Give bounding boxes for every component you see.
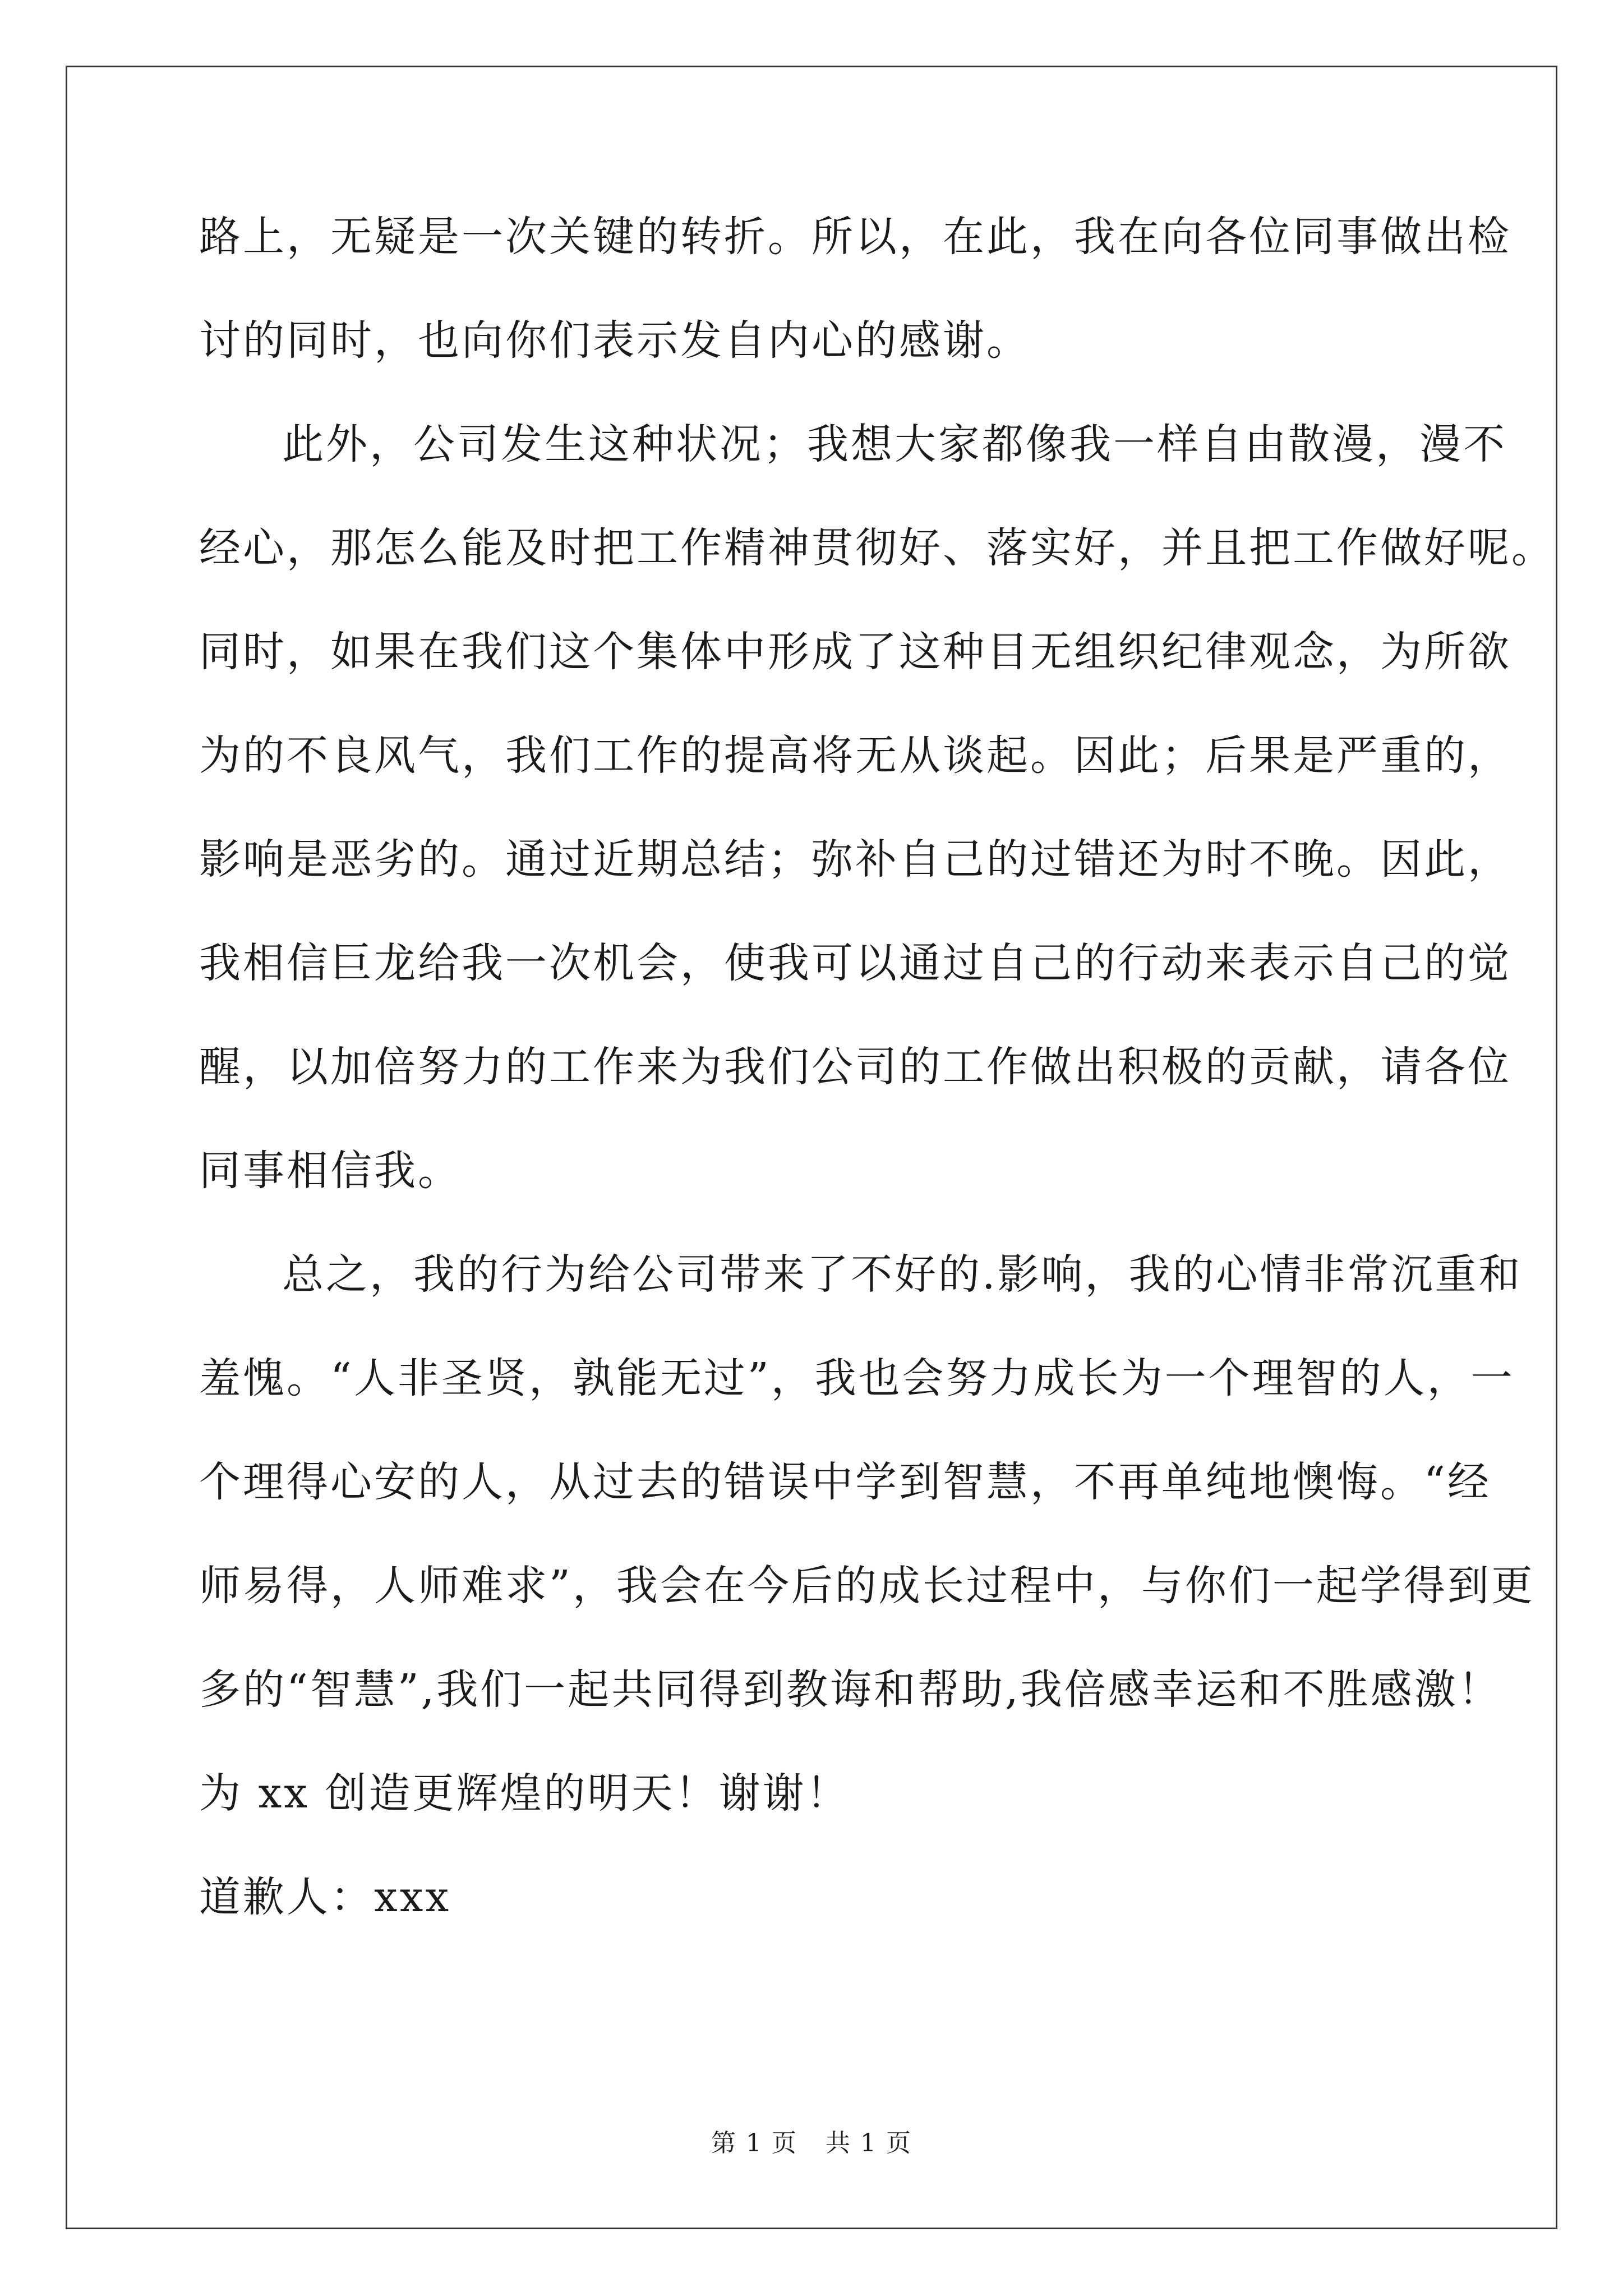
paragraph-line: 同事相信我。: [199, 1147, 462, 1195]
paragraph-line: 影响是恶劣的。通过近期总结；弥补自己的过错还为时不晚。因此，: [199, 835, 1511, 884]
paragraph-line: 羞愧。“人非圣贤，孰能无过”，我也会努力成长为一个理智的人，一: [199, 1354, 1515, 1402]
paragraph-line: 醒，以加倍努力的工作来为我们公司的工作做出积极的贡献，请各位: [199, 1043, 1511, 1091]
page-footer: [0, 2130, 1623, 2157]
page-total: 共 1 页: [826, 2129, 912, 2157]
paragraph-line: 路上，无疑是一次关键的转折。所以，在此，我在向各位同事做出检: [199, 213, 1511, 261]
paragraph-line: 此外，公司发生这种状况；我想大家都像我一样自由散漫，漫不: [282, 420, 1507, 468]
paragraph-line: 同时，如果在我们这个集体中形成了这种目无组织纪律观念，为所欲: [199, 628, 1511, 676]
document-body: [199, 213, 1555, 1980]
paragraph-line: 总之，我的行为给公司带来了不好的.影响，我的心情非常沉重和: [282, 1250, 1523, 1299]
paragraph-line: 多的“智慧”,我们一起共同得到教诲和帮助,我倍感幸运和不胜感激！: [199, 1665, 1502, 1714]
paragraph-line: 我相信巨龙给我一次机会，使我可以通过自己的行动来表示自己的觉: [199, 939, 1511, 987]
signature-line: 道歉人：xxx: [199, 1873, 451, 1921]
page-number: 第 1 页: [711, 2129, 797, 2157]
paragraph-line: 经心，那怎么能及时把工作精神贯彻好、落实好，并且把工作做好呢。: [199, 524, 1555, 572]
paragraph-line: 为 xx 创造更辉煌的明天！谢谢！: [199, 1769, 850, 1818]
paragraph-line: 为的不良风气，我们工作的提高将无从谈起。因此；后果是严重的，: [199, 731, 1511, 780]
paragraph-line: 讨的同时，也向你们表示发自内心的感谢。: [199, 316, 1030, 365]
paragraph-line: 师易得，人师难求”，我会在今后的成长过程中，与你们一起学得到更: [199, 1562, 1535, 1610]
paragraph-line: 个理得心安的人，从过去的错误中学到智慧，不再单纯地懊悔。“经: [199, 1458, 1491, 1506]
